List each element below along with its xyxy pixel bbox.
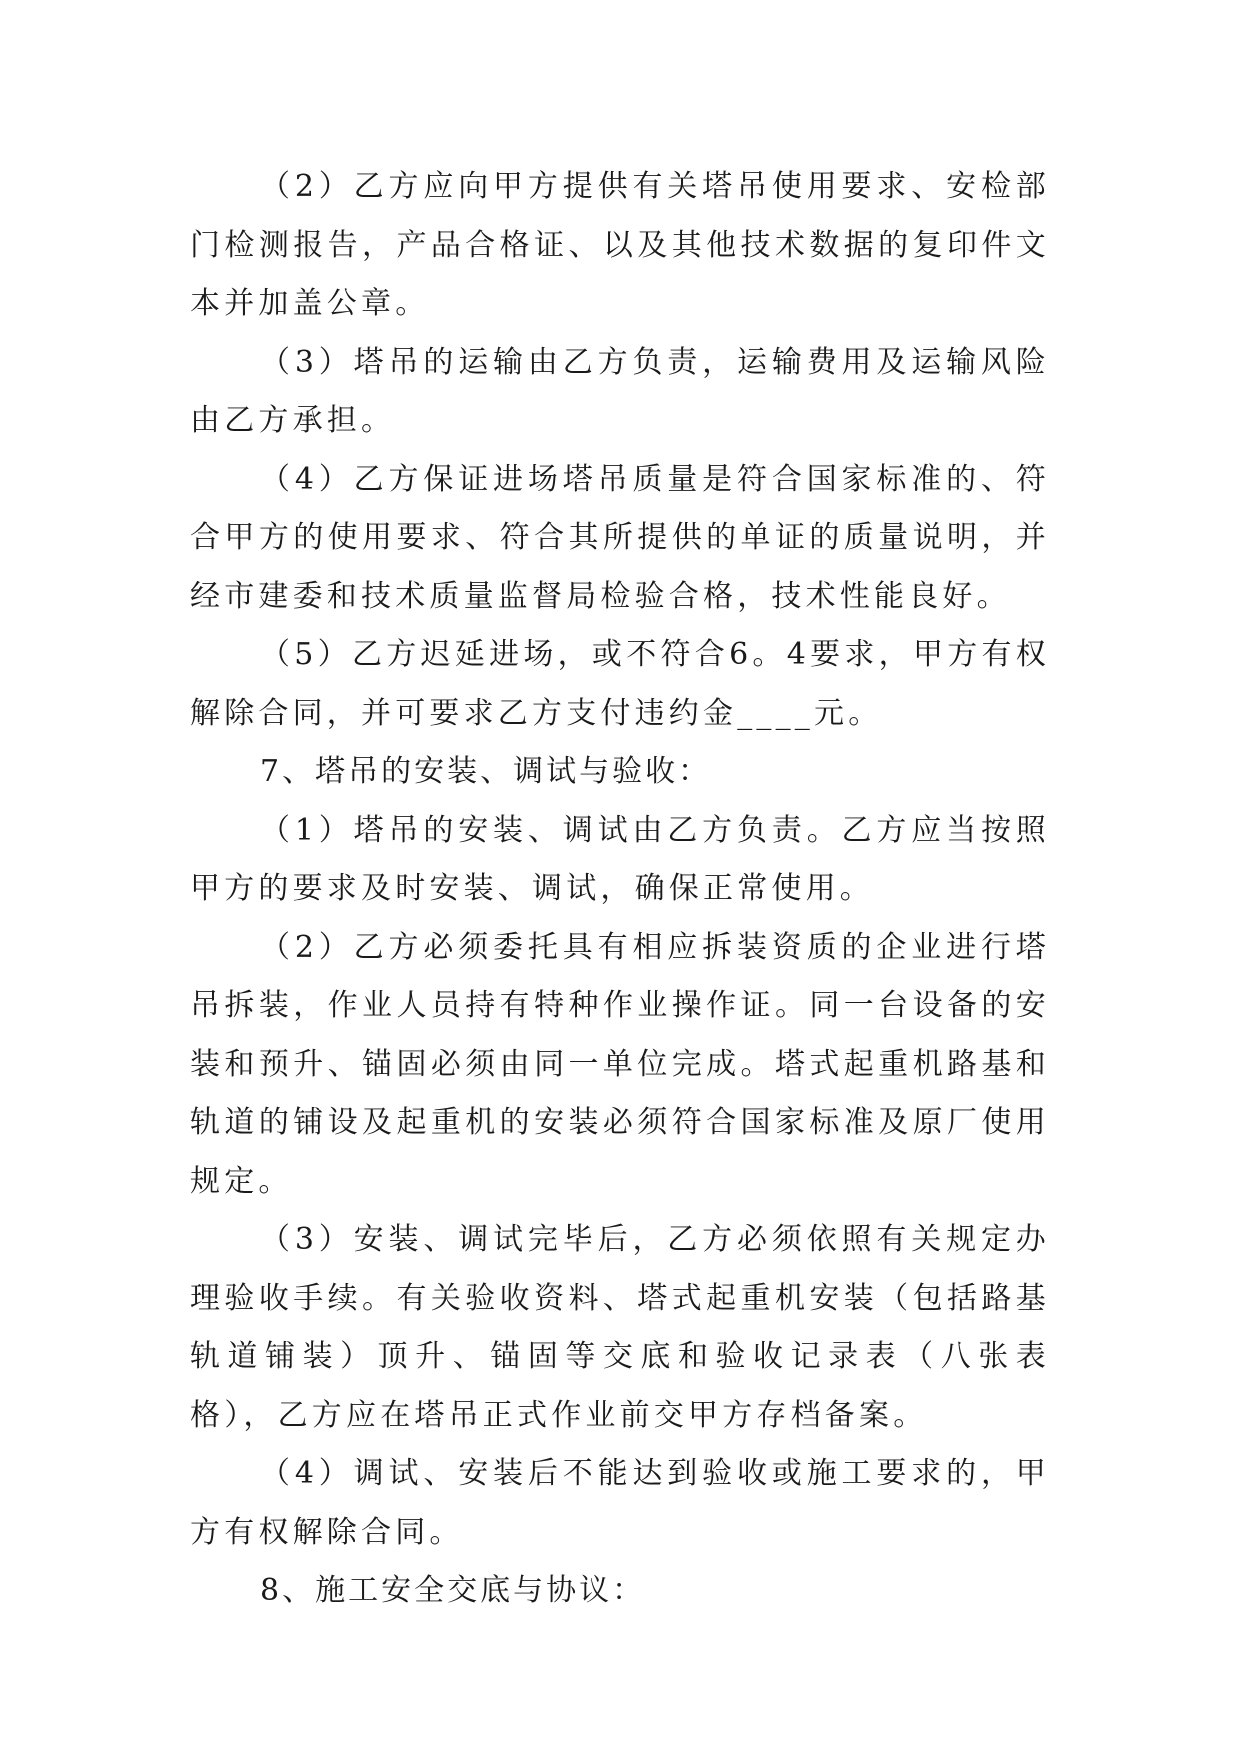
section-heading-7: 7、塔吊的安装、调试与验收： <box>260 754 712 789</box>
paragraph-clause-7-2: （2）乙方必须委托具有相应拆装资质的企业进行塔吊拆装，作业人员持有特种作业操作证。同一台设备的安装和预升、锚固必须由同一单位完成。塔式起重机路基和轨道的铺设及起重机的安装必须符合国家标准及原厂使用规定。 <box>190 929 1050 1199</box>
paragraph-clause-7-4: （4）调试、安装后不能达到验收或施工要求的，甲方有权解除合同。 <box>190 1456 1050 1550</box>
paragraph-clause-7-3: （3）安装、调试完毕后，乙方必须依照有关规定办理验收手续。有关验收资料、塔式起重机安装（包括路基轨道铺装）顶升、锚固等交底和验收记录表（八张表格），乙方应在塔吊正式作业前交甲方存档备案。 <box>190 1222 1050 1433</box>
paragraph-clause-7-1: （1）塔吊的安装、调试由乙方负责。乙方应当按照甲方的要求及时安装、调试，确保正常使用。 <box>190 812 1050 906</box>
paragraph-clause-6-5: （5）乙方迟延进场，或不符合6。4要求，甲方有权解除合同，并可要求乙方支付违约金____元。 <box>190 637 1050 731</box>
paragraph-clause-6-2: （2）乙方应向甲方提供有关塔吊使用要求、安检部门检测报告，产品合格证、以及其他技术数据的复印件文本并加盖公章。 <box>190 169 1050 321</box>
document-body <box>190 158 1050 1621</box>
paragraph-clause-6-4: （4）乙方保证进场塔吊质量是符合国家标准的、符合甲方的使用要求、符合其所提供的单证的质量说明，并经市建委和技术质量监督局检验合格，技术性能良好。 <box>190 461 1050 614</box>
paragraph-clause-6-3: （3）塔吊的运输由乙方负责，运输费用及运输风险由乙方承担。 <box>190 344 1050 438</box>
section-heading-8: 8、施工安全交底与协议： <box>260 1573 646 1608</box>
